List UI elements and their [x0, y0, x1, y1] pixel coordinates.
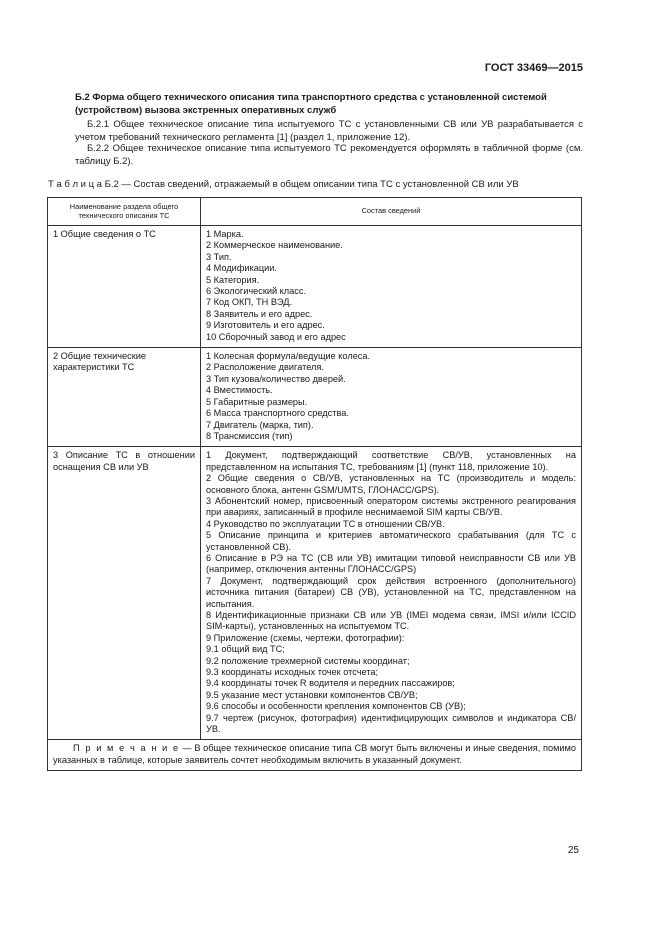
header-contents: Состав сведений — [201, 198, 582, 226]
table-row — [48, 226, 582, 348]
list-item: 2 Коммерческое наименование. — [206, 240, 343, 251]
table-row — [48, 447, 582, 740]
list-item: 4 Руководство по эксплуатации ТС в отношении СВ/УВ. — [206, 518, 445, 529]
table-row — [48, 348, 582, 447]
list-item: 9.5 указание мест установки компонентов СВ/УВ; — [206, 689, 418, 700]
list-item: 10 Сборочный завод и его адрес — [206, 331, 346, 342]
paragraph-b22: Б.2.2 Общее техническое описание типа испытуемого ТС рекомендуется оформлять в табличной форме (см. таблицу Б.2). — [75, 143, 583, 167]
paragraph-b21: Б.2.1 Общее техническое описание типа испытуемого ТС с установленными СВ или УВ разрабатывается с учетом требований технического регламента [1] (раздел 1, приложение 12). — [75, 119, 583, 143]
list-item: 4 Модификации. — [206, 263, 277, 274]
list-item: 9.2 положение трехмерной системы координат; — [206, 655, 410, 666]
list-item: 9 Изготовитель и его адрес. — [206, 320, 325, 331]
list-item: 6 Масса транспортного средства. — [206, 408, 349, 419]
section-title: Б.2 Форма общего технического описания типа транспортного средства с установленной системой (устройством) вызова экстренных оперативных служб — [75, 92, 547, 116]
list-item: 8 Заявитель и его адрес. — [206, 308, 313, 319]
row-3-items — [201, 447, 582, 740]
table-caption-text: Б.2 — Состав сведений, отражаемый в общем описании типа ТС с установленной СВ или УВ — [104, 179, 519, 190]
table-caption — [48, 179, 519, 190]
page-number: 25 — [567, 845, 579, 856]
list-item: 1 Документ, подтверждающий соответствие СВ/УВ, установленных на представленном на испытания ТС, требованиям [1] (пункт 118, приложение 10). — [206, 450, 576, 472]
row-3-section: 3 Описание ТС в отношении оснащения СВ или УВ — [48, 447, 201, 740]
list-item: 9.1 общий вид ТС; — [206, 644, 285, 655]
row-2-section: 2 Общие технические характеристики ТС — [48, 348, 201, 447]
list-item: 9.7 чертеж (рисунок, фотография) идентифицирующих символов и индикатора СВ/УВ. — [206, 712, 576, 735]
row-2-items — [201, 348, 582, 447]
list-item: 1 Марка. — [206, 229, 244, 239]
list-item: 1 Колесная формула/ведущие колеса. — [206, 351, 371, 362]
list-item: 9.4 координаты точек R водителя и передних пассажиров; — [206, 678, 455, 689]
table-note — [48, 740, 582, 771]
table-header-row — [48, 198, 582, 226]
note-text: — В общее техническое описание типа СВ могут быть включены и иные сведения, помимо указанных в таблице, которые заявитель сочтет необходимым включить в указанный документ. — [53, 743, 576, 765]
row-1-section: 1 Общие сведения о ТС — [48, 226, 201, 348]
table-caption-prefix: Т а б л и ц а — [48, 179, 102, 190]
list-item: 9 Приложение (схемы, чертежи, фотографии): — [206, 632, 405, 643]
list-item: 6 Описание в РЭ на ТС (СВ или УВ) имитации типовой неисправности СВ или УВ (например, отключения антенны ГЛОНАСС/GPS) — [206, 552, 576, 575]
list-item: 7 Документ, подтверждающий срок действия встроенного (дополнительного) источника питания (батареи) СВ (УВ), установленной на ТС, представленном на испытания. — [206, 575, 576, 609]
list-item: 7 Код ОКП, ТН ВЭД. — [206, 297, 293, 308]
standard-number: ГОСТ 33469—2015 — [484, 62, 583, 74]
list-item: 3 Тип. — [206, 251, 232, 262]
note-label: П р и м е ч а н и е — [73, 743, 180, 754]
list-item: 5 Описание принципа и критериев автоматического срабатывания (для ТС с установленной СВ). — [206, 530, 576, 552]
list-item: 9.6 способы и особенности крепления компонентов СВ (УВ); — [206, 701, 466, 712]
list-item: 8 Трансмиссия (тип) — [206, 430, 293, 441]
list-item: 5 Категория. — [206, 274, 260, 285]
list-item: 6 Экологический класс. — [206, 286, 307, 297]
list-item: 7 Двигатель (марка, тип). — [206, 419, 314, 430]
list-item: 2 Общие сведения о СВ/УВ, установленных на ТС (производитель и модель: основного блока, антенн GSM/UMTS, ГЛОНАСС/GPS). — [206, 473, 576, 495]
list-item: 9.3 координаты исходных точек отсчета; — [206, 667, 379, 678]
list-item: 5 Габаритные размеры. — [206, 396, 308, 407]
list-item: 4 Вместимость. — [206, 385, 273, 396]
header-section-name: Наименование раздела общего технического описания ТС — [48, 198, 201, 226]
table-note-row — [48, 740, 582, 771]
list-item: 3 Абонентский номер, присвоенный оператором системы экстренного реагирования при авариях, записанный в профиле неснимаемой SIM карты СВ/УВ. — [206, 495, 576, 518]
list-item: 2 Расположение двигателя. — [206, 362, 324, 373]
row-1-items — [201, 226, 582, 348]
list-item: 8 Идентификационные признаки СВ или УВ (IMEI модема связи, IMSI и/или ICCID SIM-карты), установленных на испытуемом ТС. — [206, 610, 576, 632]
list-item: 3 Тип кузова/количество дверей. — [206, 373, 346, 384]
info-table — [47, 197, 582, 771]
